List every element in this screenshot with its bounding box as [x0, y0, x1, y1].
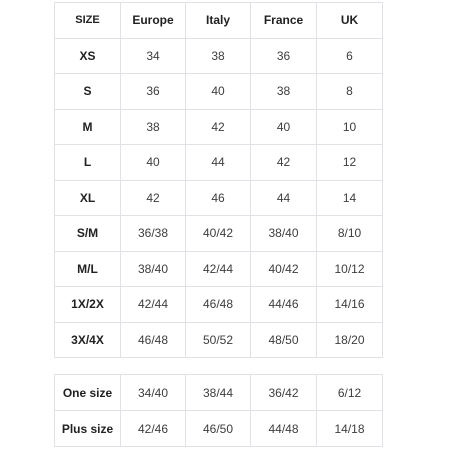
size-value-cell: 10/12 [317, 251, 383, 287]
header-france: France [251, 3, 317, 39]
size-value-cell: 36 [251, 38, 317, 74]
size-label-cell: XS [55, 38, 121, 74]
size-value-cell: 42 [186, 109, 251, 145]
size-value-cell: 46/48 [121, 322, 186, 358]
size-value-cell: 44/48 [251, 411, 317, 447]
size-value-cell: 36 [121, 74, 186, 110]
size-value-cell: 38/40 [251, 216, 317, 252]
size-value-cell: 38/44 [186, 375, 251, 411]
table-row [55, 145, 383, 181]
size-value-cell: 34 [121, 38, 186, 74]
size-value-cell: 8 [317, 74, 383, 110]
size-value-cell: 40 [186, 74, 251, 110]
header-size: SIZE [55, 3, 121, 39]
size-value-cell: 14/16 [317, 287, 383, 323]
size-value-cell: 38 [186, 38, 251, 74]
special-sizes-table [54, 374, 383, 447]
size-chart-body [55, 3, 383, 358]
header-uk: UK [317, 3, 383, 39]
table-row [55, 287, 383, 323]
header-row [55, 3, 383, 39]
size-value-cell: 46/48 [186, 287, 251, 323]
size-value-cell: 36/38 [121, 216, 186, 252]
size-value-cell: 38 [121, 109, 186, 145]
size-value-cell: 42/46 [121, 411, 186, 447]
size-value-cell: 38/40 [121, 251, 186, 287]
size-label-cell: M/L [55, 251, 121, 287]
size-value-cell: 40 [251, 109, 317, 145]
size-value-cell: 14 [317, 180, 383, 216]
header-italy: Italy [186, 3, 251, 39]
table-row [55, 38, 383, 74]
size-value-cell: 6 [317, 38, 383, 74]
table-row [55, 74, 383, 110]
size-value-cell: 42 [251, 145, 317, 181]
size-value-cell: 44 [251, 180, 317, 216]
size-value-cell: 50/52 [186, 322, 251, 358]
size-value-cell: 46/50 [186, 411, 251, 447]
size-value-cell: 40 [121, 145, 186, 181]
size-value-cell: 42/44 [186, 251, 251, 287]
table-row [55, 411, 383, 447]
table-row [55, 109, 383, 145]
size-label-cell: XL [55, 180, 121, 216]
size-label-cell: S/M [55, 216, 121, 252]
size-label-cell: 3X/4X [55, 322, 121, 358]
size-value-cell: 44/46 [251, 287, 317, 323]
table-row [55, 251, 383, 287]
table-row [55, 322, 383, 358]
size-value-cell: 48/50 [251, 322, 317, 358]
size-value-cell: 42 [121, 180, 186, 216]
size-value-cell: 36/42 [251, 375, 317, 411]
size-value-cell: 44 [186, 145, 251, 181]
size-value-cell: 40/42 [251, 251, 317, 287]
size-value-cell: 8/10 [317, 216, 383, 252]
size-value-cell: 34/40 [121, 375, 186, 411]
size-value-cell: 6/12 [317, 375, 383, 411]
size-value-cell: 38 [251, 74, 317, 110]
size-label-cell: One size [55, 375, 121, 411]
header-europe: Europe [121, 3, 186, 39]
size-value-cell: 10 [317, 109, 383, 145]
table-row [55, 216, 383, 252]
table-row [55, 375, 383, 411]
size-value-cell: 14/18 [317, 411, 383, 447]
size-label-cell: Plus size [55, 411, 121, 447]
size-value-cell: 40/42 [186, 216, 251, 252]
size-value-cell: 46 [186, 180, 251, 216]
size-label-cell: 1X/2X [55, 287, 121, 323]
special-sizes-body [55, 375, 383, 447]
size-value-cell: 42/44 [121, 287, 186, 323]
size-chart-table [54, 2, 383, 358]
size-value-cell: 18/20 [317, 322, 383, 358]
size-label-cell: L [55, 145, 121, 181]
table-row [55, 180, 383, 216]
size-label-cell: S [55, 74, 121, 110]
size-label-cell: M [55, 109, 121, 145]
size-value-cell: 12 [317, 145, 383, 181]
